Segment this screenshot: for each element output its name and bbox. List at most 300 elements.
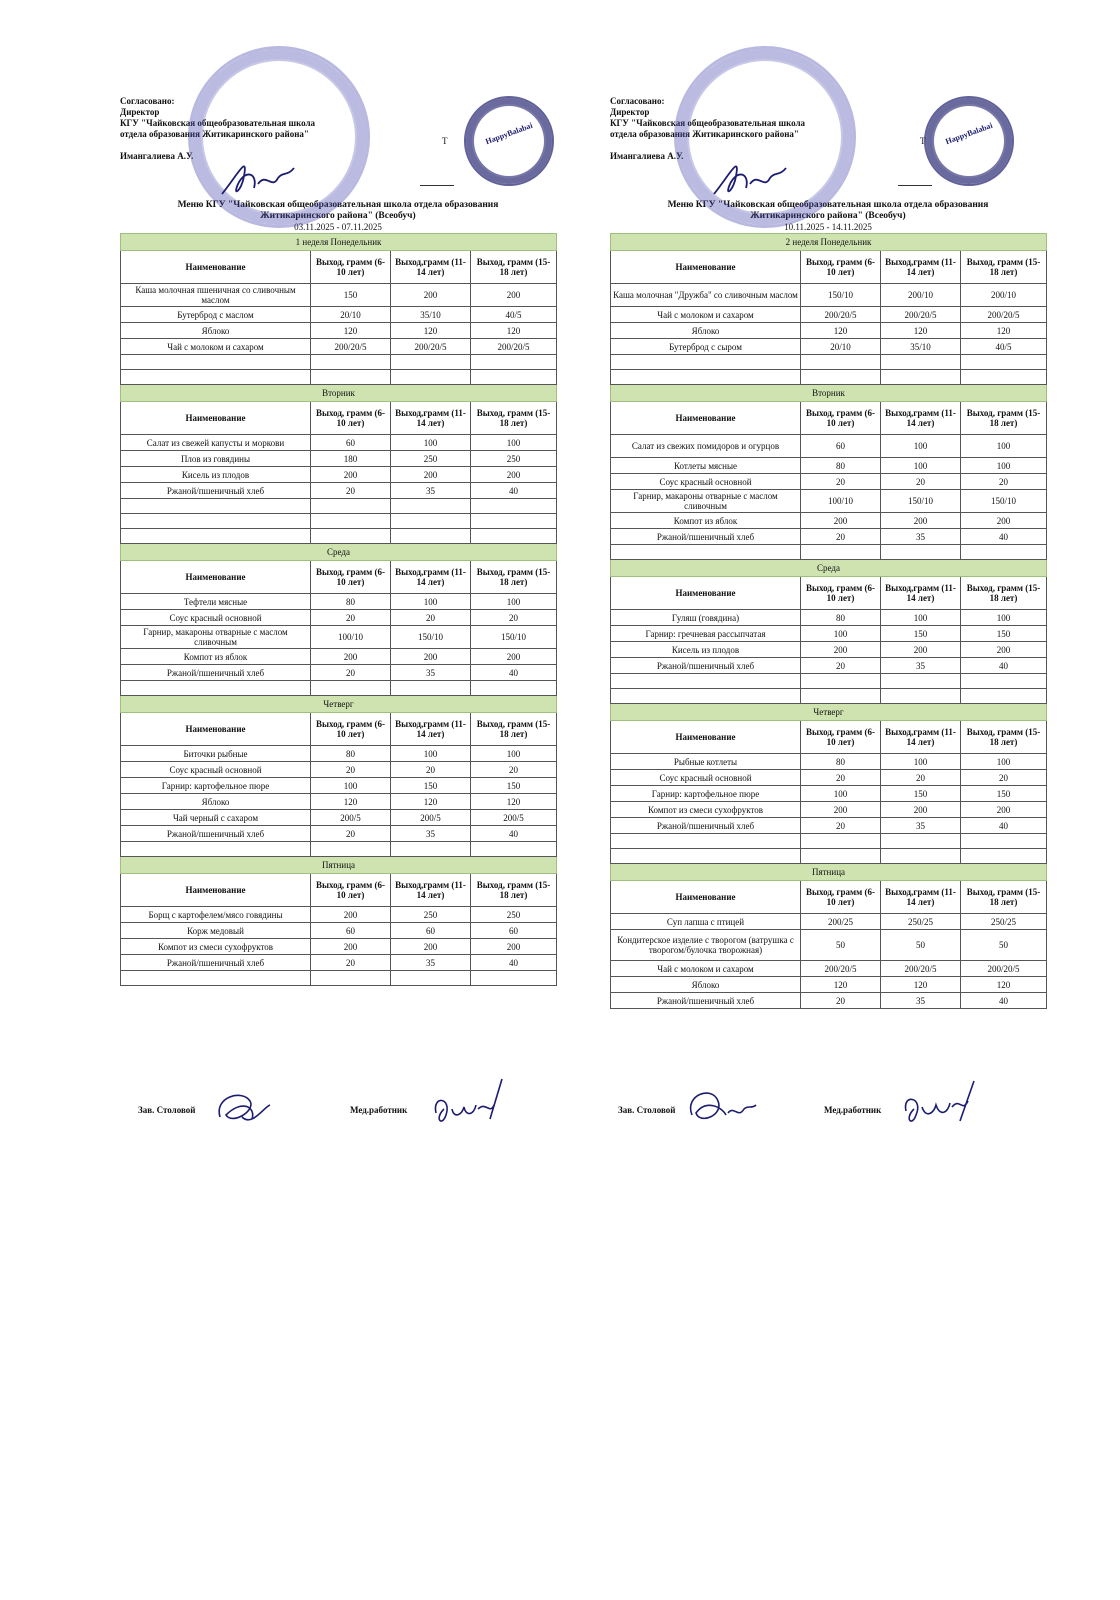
dish-name: Ржаной/пшеничный хлеб — [121, 955, 311, 971]
column-header: Наименование — [121, 402, 311, 435]
dish-yield: 200 — [391, 284, 471, 307]
dish-yield: 120 — [311, 323, 391, 339]
day-header-row — [611, 385, 1047, 402]
dish-row — [611, 626, 1047, 642]
column-header: Выход, грамм (6-10 лет) — [801, 881, 881, 914]
approval-block — [120, 96, 556, 200]
dish-yield: 40 — [961, 529, 1047, 545]
dish-name: Ржаной/пшеничный хлеб — [121, 483, 311, 499]
dish-name: Компот из смеси сухофруктов — [611, 802, 801, 818]
dish-yield: 120 — [881, 323, 961, 339]
dish-yield: 40 — [471, 826, 557, 842]
column-header-row — [121, 561, 557, 594]
dish-yield: 60 — [391, 923, 471, 939]
dish-yield: 40 — [961, 993, 1047, 1009]
dish-yield: 35 — [881, 658, 961, 674]
blank-row — [121, 681, 557, 696]
menu-title-line-1: Меню КГУ "Чайковская общеобразовательная школа отдела образования — [177, 200, 499, 210]
dish-name: Компот из яблок — [611, 513, 801, 529]
day-header-row — [121, 696, 557, 713]
blank-row — [611, 545, 1047, 560]
approval-block — [610, 96, 1046, 200]
dish-name: Салат из свежей капусты и моркови — [121, 435, 311, 451]
blank-row — [121, 514, 557, 529]
dish-yield: 100/10 — [801, 490, 881, 513]
dish-row — [121, 467, 557, 483]
dish-yield: 200/20/5 — [311, 339, 391, 355]
dish-yield: 120 — [311, 794, 391, 810]
column-header: Наименование — [611, 577, 801, 610]
column-header: Наименование — [121, 251, 311, 284]
blank-row — [611, 355, 1047, 370]
dish-row — [611, 642, 1047, 658]
column-header: Выход, грамм (15-18 лет) — [471, 402, 557, 435]
organization-line-2: отдела образования Житикаринского района" — [610, 129, 799, 139]
dish-row — [611, 339, 1047, 355]
dish-yield: 250 — [391, 907, 471, 923]
blank-row — [611, 849, 1047, 864]
dish-name: Бутерброд с сыром — [611, 339, 801, 355]
dish-yield: 60 — [311, 435, 391, 451]
dish-name: Чай с молоком и сахаром — [611, 961, 801, 977]
column-header: Выход, грамм (15-18 лет) — [471, 874, 557, 907]
approved-label: Согласовано: — [120, 96, 175, 106]
dish-row — [611, 307, 1047, 323]
column-header: Выход, грамм (15-18 лет) — [961, 881, 1047, 914]
dish-yield: 100 — [881, 610, 961, 626]
menu-title-line-2: Житикаринского района" (Всеобуч) — [750, 211, 906, 221]
dish-name: Кисель из плодов — [121, 467, 311, 483]
dish-yield: 120 — [801, 977, 881, 993]
dish-yield: 150 — [961, 626, 1047, 642]
dish-yield: 120 — [961, 977, 1047, 993]
day-name: Четверг — [121, 696, 557, 713]
dish-name: Соус красный основной — [611, 474, 801, 490]
dish-name: Каша молочная "Дружба" со сливочным маслом — [611, 284, 801, 307]
dish-yield: 200/5 — [471, 810, 557, 826]
dish-name: Каша молочная пшеничная со сливочным маслом — [121, 284, 311, 307]
day-name: Четверг — [611, 704, 1047, 721]
blank-row — [121, 842, 557, 857]
dish-row — [121, 451, 557, 467]
dish-yield: 200 — [471, 467, 557, 483]
column-header: Выход, грамм (15-18 лет) — [961, 251, 1047, 284]
menu-dates: 10.11.2025 - 14.11.2025 — [784, 222, 872, 232]
canteen-head-signature — [682, 1085, 762, 1135]
director-name: Имангалиева А.У. — [610, 151, 684, 161]
dish-yield: 200/20/5 — [471, 339, 557, 355]
day-name: Пятница — [121, 857, 557, 874]
dish-name: Плов из говядины — [121, 451, 311, 467]
column-header: Выход,грамм (11-14 лет) — [881, 881, 961, 914]
dish-row — [121, 284, 557, 307]
dish-name: Борщ с картофелем/мясо говядины — [121, 907, 311, 923]
director-signature — [710, 154, 790, 202]
column-header: Наименование — [121, 713, 311, 746]
dish-yield: 20 — [801, 529, 881, 545]
dish-yield: 80 — [801, 458, 881, 474]
dish-yield: 35 — [391, 826, 471, 842]
dish-yield: 150/10 — [881, 490, 961, 513]
medical-worker-signature — [900, 1075, 980, 1135]
dish-name: Гарнир: картофельное пюре — [611, 786, 801, 802]
column-header-row — [611, 577, 1047, 610]
dish-yield: 100 — [881, 754, 961, 770]
dish-yield: 200/10 — [961, 284, 1047, 307]
dish-row — [611, 435, 1047, 458]
dish-row — [611, 786, 1047, 802]
day-header-row — [611, 234, 1047, 251]
dish-row — [121, 339, 557, 355]
medical-worker-label: Мед.работник — [824, 1105, 882, 1115]
dish-yield: 200/20/5 — [801, 307, 881, 323]
dish-yield: 200/20/5 — [961, 961, 1047, 977]
day-header-row — [121, 857, 557, 874]
day-name: Среда — [121, 544, 557, 561]
blank-row — [611, 689, 1047, 704]
company-seal-stamp: HappyBalabai — [464, 96, 554, 186]
column-header: Выход,грамм (11-14 лет) — [391, 251, 471, 284]
dish-yield: 20 — [881, 474, 961, 490]
dish-yield: 60 — [311, 923, 391, 939]
column-header: Выход, грамм (6-10 лет) — [801, 251, 881, 284]
canteen-head-label: Зав. Столовой — [138, 1105, 196, 1115]
dish-name: Чай с молоком и сахаром — [121, 339, 311, 355]
menu-title-line-2: Житикаринского района" (Всеобуч) — [260, 211, 416, 221]
dish-row — [611, 529, 1047, 545]
dish-yield: 250/25 — [881, 914, 961, 930]
dish-row — [611, 754, 1047, 770]
dish-yield: 20 — [311, 762, 391, 778]
day-name: 2 неделя Понедельник — [611, 234, 1047, 251]
dish-yield: 100 — [391, 594, 471, 610]
dish-yield: 200 — [471, 284, 557, 307]
medical-worker-label: Мед.работник — [350, 1105, 408, 1115]
blank-row — [611, 674, 1047, 689]
dish-yield: 80 — [311, 746, 391, 762]
dish-yield: 20 — [311, 610, 391, 626]
column-header: Выход,грамм (11-14 лет) — [391, 561, 471, 594]
dish-row — [121, 626, 557, 649]
dish-yield: 120 — [391, 323, 471, 339]
dish-name: Бутерброд с маслом — [121, 307, 311, 323]
column-header: Выход,грамм (11-14 лет) — [391, 402, 471, 435]
dish-row — [611, 802, 1047, 818]
dish-row — [121, 939, 557, 955]
dish-yield: 200 — [801, 642, 881, 658]
dish-yield: 20 — [961, 474, 1047, 490]
column-header-row — [121, 874, 557, 907]
dish-yield: 100 — [801, 786, 881, 802]
dish-row — [611, 658, 1047, 674]
dish-yield: 200 — [311, 939, 391, 955]
dish-yield: 60 — [471, 923, 557, 939]
dish-row — [121, 594, 557, 610]
dish-name: Яблоко — [611, 977, 801, 993]
day-name: Вторник — [611, 385, 1047, 402]
day-name: 1 неделя Понедельник — [121, 234, 557, 251]
dish-yield: 35/10 — [391, 307, 471, 323]
column-header: Выход, грамм (6-10 лет) — [311, 402, 391, 435]
column-header: Выход, грамм (15-18 лет) — [471, 251, 557, 284]
dish-row — [611, 993, 1047, 1009]
dish-yield: 100 — [391, 746, 471, 762]
dish-name: Ржаной/пшеничный хлеб — [611, 529, 801, 545]
dish-yield: 20 — [311, 955, 391, 971]
dish-name: Тефтели мясные — [121, 594, 311, 610]
dish-yield: 40 — [471, 665, 557, 681]
day-name: Среда — [611, 560, 1047, 577]
dish-name: Гуляш (говядина) — [611, 610, 801, 626]
column-header: Выход, грамм (6-10 лет) — [801, 402, 881, 435]
dish-row — [121, 794, 557, 810]
column-header: Наименование — [611, 251, 801, 284]
director-position: Директор — [120, 107, 160, 117]
dish-name: Соус красный основной — [121, 762, 311, 778]
dish-yield: 50 — [961, 930, 1047, 961]
dish-yield: 250/25 — [961, 914, 1047, 930]
dish-name: Корж медовый — [121, 923, 311, 939]
dish-name: Яблоко — [611, 323, 801, 339]
column-header: Выход, грамм (6-10 лет) — [801, 577, 881, 610]
dish-row — [121, 810, 557, 826]
column-header: Выход, грамм (15-18 лет) — [961, 577, 1047, 610]
organization-line-1: КГУ "Чайковская общеобразовательная школа — [120, 118, 316, 128]
signature-line — [898, 184, 932, 186]
medical-worker-signature — [430, 1075, 510, 1135]
signature-line — [420, 184, 454, 186]
dish-yield: 150 — [311, 284, 391, 307]
dish-name: Салат из свежих помидоров и огурцов — [611, 435, 801, 458]
dish-name: Чай черный с сахаром — [121, 810, 311, 826]
dish-yield: 200 — [881, 802, 961, 818]
dish-yield: 100 — [961, 754, 1047, 770]
dish-yield: 80 — [311, 594, 391, 610]
dish-yield: 100 — [471, 746, 557, 762]
dish-yield: 100 — [471, 435, 557, 451]
dish-yield: 150 — [881, 626, 961, 642]
dish-name: Компот из яблок — [121, 649, 311, 665]
dish-yield: 40/5 — [961, 339, 1047, 355]
dish-yield: 200 — [311, 649, 391, 665]
column-header: Выход,грамм (11-14 лет) — [391, 874, 471, 907]
day-header-row — [611, 864, 1047, 881]
dish-name: Ржаной/пшеничный хлеб — [121, 665, 311, 681]
dish-yield: 40 — [471, 483, 557, 499]
column-header: Выход, грамм (6-10 лет) — [311, 874, 391, 907]
dish-yield: 40 — [961, 658, 1047, 674]
dish-row — [611, 490, 1047, 513]
dish-yield: 200/10 — [881, 284, 961, 307]
day-header-row — [611, 704, 1047, 721]
canteen-head-signature — [212, 1087, 272, 1135]
dish-row — [121, 746, 557, 762]
column-header-row — [611, 721, 1047, 754]
dish-yield: 100 — [961, 458, 1047, 474]
day-name: Вторник — [121, 385, 557, 402]
dish-yield: 20/10 — [801, 339, 881, 355]
dish-yield: 200 — [311, 907, 391, 923]
dish-yield: 100 — [311, 778, 391, 794]
dish-yield: 35 — [391, 665, 471, 681]
canteen-head-label: Зав. Столовой — [618, 1105, 676, 1115]
column-header: Выход, грамм (15-18 лет) — [961, 402, 1047, 435]
approval-mark: Т — [920, 136, 926, 146]
dish-yield: 40 — [471, 955, 557, 971]
dish-yield: 20 — [801, 993, 881, 1009]
company-seal-stamp: HappyBalabai — [924, 96, 1014, 186]
dish-yield: 20 — [801, 818, 881, 834]
dish-yield: 180 — [311, 451, 391, 467]
dish-yield: 200 — [881, 642, 961, 658]
dish-name: Соус красный основной — [611, 770, 801, 786]
column-header-row — [611, 881, 1047, 914]
column-header-row — [121, 713, 557, 746]
dish-row — [121, 955, 557, 971]
dish-yield: 200 — [391, 939, 471, 955]
dish-yield: 200/5 — [391, 810, 471, 826]
dish-yield: 200/25 — [801, 914, 881, 930]
blank-row — [121, 370, 557, 385]
dish-yield: 20 — [311, 665, 391, 681]
dish-yield: 250 — [471, 907, 557, 923]
dish-yield: 200 — [471, 649, 557, 665]
dish-row — [611, 513, 1047, 529]
dish-yield: 120 — [801, 323, 881, 339]
dish-yield: 80 — [801, 610, 881, 626]
dish-yield: 100 — [961, 435, 1047, 458]
dish-yield: 20 — [801, 658, 881, 674]
dish-yield: 250 — [471, 451, 557, 467]
blank-row — [611, 370, 1047, 385]
dish-yield: 35 — [391, 483, 471, 499]
dish-yield: 200 — [801, 513, 881, 529]
dish-row — [611, 930, 1047, 961]
dish-row — [611, 818, 1047, 834]
dish-yield: 120 — [961, 323, 1047, 339]
dish-row — [121, 649, 557, 665]
dish-yield: 35/10 — [881, 339, 961, 355]
dish-yield: 80 — [801, 754, 881, 770]
dish-row — [121, 665, 557, 681]
column-header-row — [611, 251, 1047, 284]
column-header-row — [121, 251, 557, 284]
dish-yield: 150 — [961, 786, 1047, 802]
column-header: Выход,грамм (11-14 лет) — [391, 713, 471, 746]
dish-yield: 100 — [801, 626, 881, 642]
dish-yield: 150/10 — [961, 490, 1047, 513]
dish-yield: 120 — [391, 794, 471, 810]
dish-yield: 35 — [881, 529, 961, 545]
dish-yield: 250 — [391, 451, 471, 467]
director-position: Директор — [610, 107, 650, 117]
day-name: Пятница — [611, 864, 1047, 881]
dish-yield: 20 — [471, 610, 557, 626]
organization-line-1: КГУ "Чайковская общеобразовательная школа — [610, 118, 806, 128]
column-header: Выход, грамм (6-10 лет) — [311, 251, 391, 284]
dish-row — [121, 483, 557, 499]
column-header: Выход, грамм (6-10 лет) — [801, 721, 881, 754]
dish-name: Чай с молоком и сахаром — [611, 307, 801, 323]
dish-yield: 200 — [961, 642, 1047, 658]
dish-yield: 120 — [881, 977, 961, 993]
dish-yield: 20 — [961, 770, 1047, 786]
column-header: Выход,грамм (11-14 лет) — [881, 577, 961, 610]
dish-yield: 200/20/5 — [881, 307, 961, 323]
dish-yield: 100 — [961, 610, 1047, 626]
dish-yield: 200 — [961, 802, 1047, 818]
column-header: Выход, грамм (6-10 лет) — [311, 561, 391, 594]
dish-row — [611, 474, 1047, 490]
dish-row — [121, 762, 557, 778]
day-header-row — [121, 234, 557, 251]
dish-name: Кондитерское изделие с творогом (ватрушка с творогом/булочка творожная) — [611, 930, 801, 961]
dish-yield: 150/10 — [471, 626, 557, 649]
dish-name: Биточки рыбные — [121, 746, 311, 762]
dish-yield: 100/10 — [311, 626, 391, 649]
column-header: Выход, грамм (15-18 лет) — [961, 721, 1047, 754]
dish-yield: 20 — [471, 762, 557, 778]
dish-row — [611, 914, 1047, 930]
column-header: Выход,грамм (11-14 лет) — [881, 721, 961, 754]
dish-yield: 200/20/5 — [961, 307, 1047, 323]
dish-yield: 40/5 — [471, 307, 557, 323]
dish-yield: 200/20/5 — [881, 961, 961, 977]
dish-row — [121, 435, 557, 451]
dish-name: Яблоко — [121, 323, 311, 339]
dish-yield: 200/20/5 — [391, 339, 471, 355]
dish-name: Гарнир, макароны отварные с маслом сливочным — [611, 490, 801, 513]
dish-yield: 60 — [801, 435, 881, 458]
dish-yield: 20 — [881, 770, 961, 786]
dish-row — [611, 323, 1047, 339]
dish-yield: 20 — [801, 770, 881, 786]
column-header: Выход,грамм (11-14 лет) — [881, 402, 961, 435]
column-header: Наименование — [611, 402, 801, 435]
dish-yield: 200 — [471, 939, 557, 955]
dish-yield: 20/10 — [311, 307, 391, 323]
dish-row — [121, 826, 557, 842]
dish-row — [121, 907, 557, 923]
dish-yield: 40 — [961, 818, 1047, 834]
dish-yield: 100 — [881, 458, 961, 474]
column-header: Наименование — [121, 561, 311, 594]
dish-yield: 50 — [881, 930, 961, 961]
dish-row — [611, 770, 1047, 786]
column-header-row — [611, 402, 1047, 435]
dish-name: Компот из смеси сухофруктов — [121, 939, 311, 955]
dish-yield: 150/10 — [801, 284, 881, 307]
organization-line-2: отдела образования Житикаринского района" — [120, 129, 309, 139]
dish-yield: 200/5 — [311, 810, 391, 826]
dish-row — [611, 977, 1047, 993]
column-header: Выход,грамм (11-14 лет) — [881, 251, 961, 284]
day-header-row — [121, 544, 557, 561]
dish-name: Гарнир: гречневая рассыпчатая — [611, 626, 801, 642]
menu-sheet-week-1 — [120, 96, 556, 986]
column-header: Наименование — [611, 721, 801, 754]
menu-sheet-week-2 — [610, 96, 1046, 1009]
blank-row — [121, 529, 557, 544]
dish-yield: 20 — [391, 762, 471, 778]
dish-yield: 120 — [471, 794, 557, 810]
menu-table — [610, 233, 1047, 1009]
blank-row — [121, 971, 557, 986]
menu-dates: 03.11.2025 - 07.11.2025 — [294, 222, 382, 232]
dish-yield: 150 — [391, 778, 471, 794]
dish-name: Рыбные котлеты — [611, 754, 801, 770]
dish-row — [611, 284, 1047, 307]
